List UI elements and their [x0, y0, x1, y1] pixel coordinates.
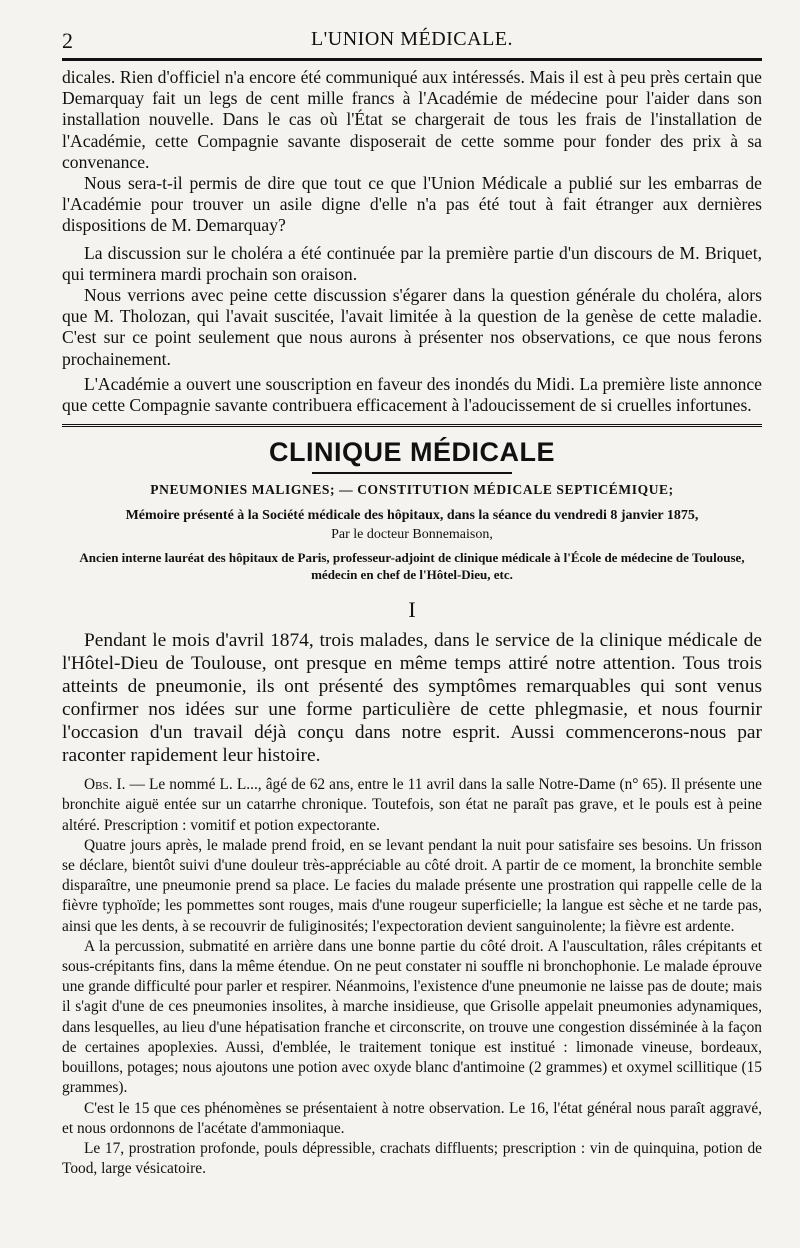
observation-paragraph: Le 17, prostration profonde, pouls dépressible, crachats diffluents; prescription : vin de quinquina, potion de Tood, large vésicatoire. — [62, 1139, 762, 1178]
observation-paragraph: C'est le 15 que ces phénomènes se présentaient à notre observation. Le 16, l'état général nous paraît aggravé, et nous ordonnons de l'acétate d'ammoniaque. — [62, 1099, 762, 1137]
lead-paragraph: Pendant le mois d'avril 1874, trois malades, dans le service de la clinique médicale de l'Hôtel-Dieu de Toulouse, ont presque en même temps attiré notre attention. Tous trois atteints de pneumonie, ils ont présenté des symptômes remarquables qui sont venus confirmer nos idées sur une forme particulière de cette phlegmasie, et nous fournir l'occasion d'un travail déjà conçu dans notre esprit. Aussi commencerons-nous par raconter rapidement leur histoire. — [62, 630, 762, 767]
paragraph: La discussion sur le choléra a été continuée par la première partie d'un discours de M. Briquet, qui terminera mardi prochain son oraison. — [62, 242, 762, 284]
paragraph: dicales. Rien d'officiel n'a encore été communiqué aux intéressés. Mais il est à peu près certain que Demarquay fait un legs de cent mille francs à l'Académie de médecine pour l'aider dans son installation nouvelle. Dans le cas où l'État se chargerait de tous les frais de l'installation de l'Académie, cette Compagnie savante disposerait de cette somme pour fonder des prix à sa convenance. — [62, 67, 762, 172]
paragraph: Nous verrions avec peine cette discussion s'égarer dans la question générale du choléra, alors que M. Tholozan, qui l'avait suscitée, l'avait limitée à la question de la genèse de cette maladie. C'est sur ce point seulement que nous aurons à présenter nos observations, ce que nous ferons prochainement. — [62, 285, 762, 369]
memoire-line: Mémoire présenté à la Société médicale des hôpitaux, dans la séance du vendredi 8 janvier 1875, — [125, 508, 699, 524]
paragraph: L'Académie a ouvert une souscription en faveur des inondés du Midi. La première liste annonce que cette Compagnie savante contribuera efficacement à l'adoucissement de si cruelles infortunes. — [62, 373, 762, 416]
section-divider — [62, 424, 762, 427]
title-rule — [312, 472, 512, 474]
observation-paragraph: A la percussion, submatité en arrière dans une bonne partie du côté droit. A l'auscultation, râles crépitants et sous-crépitants fins, dans la même étendue. On ne peut constater ni souffle ni bronchophonie. Le malade éprouve une grande difficulté pour parler et respirer. Néanmoins, l'existence d'une pneumonie ne laisse pas de doute; mais il s'agit d'une de ces pneumonies insolites, à marche insidieuse, que Grisolle appelait pneumonies adynamiques, dans lesquelles, au lieu d'une hépatisation franche et circonscrite, on trouve une congestion disséminée à la façon de certaines apoplexies. Aussi, d'emblée, le traitement tonique est institué : limonade vineuse, bordeaux, bouillons, potages; nous ajoutons une potion avec oxyde blanc d'antimoine (2 grammes) et oxymel scillitique (15 grammes). — [62, 937, 762, 1097]
journal-page — [62, 20, 762, 1179]
page-header — [62, 20, 762, 58]
page-number: 2 — [62, 28, 73, 53]
running-title: L'UNION MÉDICALE. — [310, 28, 514, 50]
top-article — [62, 67, 762, 416]
observation-label: Obs. I. — [84, 776, 126, 794]
author-line: Par le docteur Bonnemaison, — [331, 527, 493, 543]
observation-paragraph — [62, 775, 762, 836]
header-rule — [62, 58, 762, 61]
observation-text: — Le nommé L. L..., âgé de 62 ans, entre le 11 avril dans la salle Notre-Dame (n° 65). Il présente une bronchite aiguë entée sur un catarrhe chronique. Toutefois, son état ne paraît pas grave, et le pouls est à peine altéré. Prescription : vomitif et potion expectorante. — [62, 776, 762, 834]
author-credentials: Ancien interne lauréat des hôpitaux de Paris, professeur-adjoint de clinique médicale à l'École de médecine de Toulouse, médecin en chef de l'Hôtel-Dieu, etc. — [79, 550, 745, 583]
chapter-number: I — [408, 597, 416, 623]
observation-paragraph: Quatre jours après, le malade prend froid, en se levant pendant la nuit pour satisfaire ses besoins. Un frisson se déclare, bientôt suivi d'une douleur très-appréciable au côté droit. A partir de ce moment, la bronchite semble disparaître, une pneumonie prend sa place. Le facies du malade présente une prostration qui rappelle celle de la fièvre typhoïde; les pommettes sont rouges, mais d'une rougeur superficielle; la langue est sèche et ne tarde pas, ainsi que les dents, à se recouvrir de fuliginosités; l'expectoration devient sanguinolente; la fièvre est ardente. — [62, 836, 762, 935]
section-title: CLINIQUE MÉDICALE — [268, 437, 555, 468]
paragraph: Nous sera-t-il permis de dire que tout ce que l'Union Médicale a publié sur les embarras de l'Académie pour trouver un asile digne d'elle n'a pas été tout à fait étranger aux dernières dispositions de M. Demarquay? — [62, 173, 762, 236]
article-subtitle: PNEUMONIES MALIGNES; — CONSTITUTION MÉDICALE SEPTICÉMIQUE; — [150, 482, 674, 498]
